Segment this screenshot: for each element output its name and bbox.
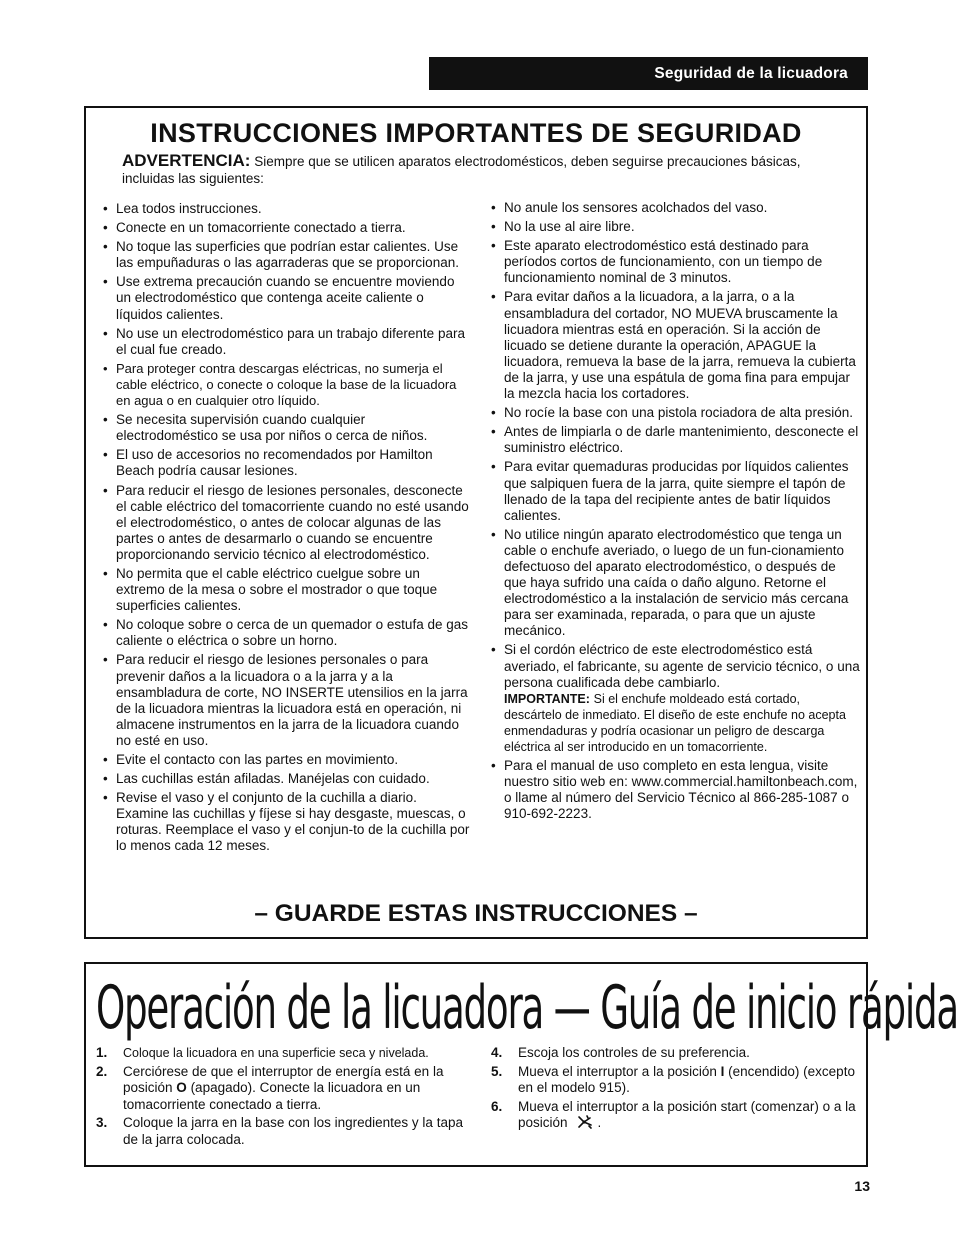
list-item: • Para el manual de uso completo en esta lengua, visite nuestro sitio web en: www.commercial.hamiltonbeach.com, o llame al número del Servicio Técnico al 866-285-1087 o 910-692-2223. <box>490 758 860 822</box>
list-item: • Evite el contacto con las partes en movimiento. <box>102 752 470 768</box>
step-text: Coloque la jarra en la base con los ingredientes y la tapa de la jarra colocada. <box>123 1115 463 1147</box>
step-number: 5. <box>491 1063 503 1079</box>
step-text: Mueva el interruptor a la posición start (comenzar) o a la posición <box>518 1098 856 1130</box>
safety-list-right <box>490 200 860 825</box>
list-item: • El uso de accesorios no recomendados por Hamilton Beach podría causar lesiones. <box>102 447 470 479</box>
warning-paragraph <box>122 152 846 187</box>
step-text: . <box>597 1115 602 1130</box>
list-item: • Las cuchillas están afiladas. Manéjelas con cuidado. <box>102 771 470 787</box>
list-item <box>490 642 860 755</box>
importante-text: Si el enchufe moldeado está cortado, descártelo de inmediato. El diseño de este enchufe no acepta enmendaduras y podría ocasionar un peligro de descarga eléctrica al ser introducido en un tomacorriente. <box>504 691 846 754</box>
importante-label: IMPORTANTE: <box>504 691 590 706</box>
step-item <box>491 1045 861 1062</box>
step-text: Cerciórese de que el interruptor de energía está en la posición <box>123 1063 444 1095</box>
list-item: • No la use al aire libre. <box>490 219 860 235</box>
step-number: 6. <box>491 1098 503 1114</box>
list-item: • No toque las superficies que podrían estar calientes. Use las empuñaduras o las agarraderas que se proporcionan. <box>102 239 470 271</box>
step-text: (apagado). Conecte la licuadora en un tomacorriente conectado a tierra. <box>123 1080 421 1112</box>
save-instructions-heading: – GUARDE ESTAS INSTRUCCIONES – <box>254 900 698 927</box>
on-symbol: I <box>720 1063 725 1079</box>
step-item <box>96 1045 476 1062</box>
off-symbol: O <box>176 1080 187 1095</box>
safety-title: INSTRUCCIONES IMPORTANTES DE SEGURIDAD <box>150 118 802 148</box>
safety-instructions-box <box>84 106 868 939</box>
list-item: • Antes de limpiarla o de darle mantenimiento, desconecte el suministro eléctrico. <box>490 424 860 456</box>
step-item <box>96 1064 476 1114</box>
pulse-blade-icon <box>576 1115 594 1129</box>
list-item: • Para evitar daños a la licuadora, a la jarra, o a la ensambladura del cortador, NO MUEVA bruscamente la licuadora mientras está en operación. Si la acción de licuado se detiene durante la operación, APAGUE la licuadora, remueva la base de la jarra, remueva la cubierta de la jarra, y use una espátula de goma fina para empujar la mezcla hacia los cortadores. <box>490 289 860 402</box>
section-title: Seguridad de la licuadora <box>654 65 848 82</box>
safety-list-left <box>102 201 470 858</box>
step-text: Coloque la licuadora en una superficie seca y nivelada. <box>123 1046 429 1060</box>
list-item: • Para evitar quemaduras producidas por líquidos calientes que salpiquen fuera de la jarra, quite siempre el tapón de llenado de la tapa del recipiente antes de batir líquidos calientes. <box>490 459 860 523</box>
list-item: • Para reducir el riesgo de lesiones personales, desconecte el cable eléctrico del tomacorriente cuando no esté usando el electrodoméstico, o antes de colocar algunas de las partes o antes de desarmarlo o cuando se encuentre proporcionando servicio técnico al electrodoméstico. <box>102 483 470 563</box>
step-text: Mueva el interruptor a la posición <box>518 1063 721 1079</box>
list-item: • No utilice ningún aparato electrodoméstico que tenga un cable o enchufe averiado, o luego de un fun-cionamiento defectuoso del aparato electrodoméstico, o después de que haya sufrido una caída o daño alguno. Retorne el electrodoméstico a la instalación de servicio más cercana para ser examinada, reparada, o para que un ajuste mecánico. <box>490 527 860 640</box>
list-item: • Revise el vaso y el conjunto de la cuchilla a diario. Examine las cuchillas y fíjese si hay desgaste, muescas, o roturas. Reemplace el vaso y el conjun-to de la cuchilla por lo menos cada 12 meses. <box>102 790 470 854</box>
step-number: 4. <box>491 1045 503 1060</box>
step-number: 2. <box>96 1063 108 1079</box>
list-item: • Se necesita supervisión cuando cualquier electrodoméstico se usa por niños o cerca de niños. <box>102 412 470 444</box>
step-item <box>491 1064 861 1097</box>
quickstart-title-text: Operación de la licuadora — Guía de inicio rápida <box>96 973 958 1043</box>
quickstart-steps-left <box>96 1045 476 1150</box>
warning-text: Siempre que se utilicen aparatos electrodomésticos, deben seguirse precauciones básicas, incluidas las siguientes: <box>122 154 801 186</box>
step-text: (encendido) (excepto en el modelo 915). <box>518 1063 855 1095</box>
step-number: 3. <box>96 1115 108 1130</box>
step-number: 1. <box>96 1045 108 1060</box>
list-item: • Para proteger contra descargas eléctricas, no sumerja el cable eléctrico, o conecte o coloque la base de la licuadora en agua o en cualquier otro líquido. <box>102 361 470 409</box>
warning-label: ADVERTENCIA: <box>122 151 251 170</box>
page-number: 13 <box>854 1178 870 1194</box>
list-item: • No rocíe la base con una pistola rociadora de alta presión. <box>490 405 860 421</box>
list-item: • Use extrema precaución cuando se encuentre moviendo un electrodoméstico que contenga aceite caliente o líquidos calientes. <box>102 274 470 322</box>
list-item: • No use un electrodoméstico para un trabajo diferente para el cual fue creado. <box>102 326 470 358</box>
list-item: • No anule los sensores acolchados del vaso. <box>490 200 860 216</box>
list-item: • Conecte en un tomacorriente conectado a tierra. <box>102 220 470 236</box>
list-item-text: Si el cordón eléctrico de este electrodoméstico está averiado, el fabricante, su agente de servicio técnico, o una persona cualificada debe cambiarlo. <box>504 642 860 690</box>
list-item: • No permita que el cable eléctrico cuelgue sobre un extremo de la mesa o sobre el mostrador o que toque superficies calientes. <box>102 566 470 614</box>
list-item: • Lea todos instrucciones. <box>102 201 470 217</box>
step-item <box>96 1115 476 1148</box>
list-item: • Para reducir el riesgo de lesiones personales o para prevenir daños a la licuadora o a la jarra y a la ensambladura de corte, NO INSERTE utensilios en la jarra de la licuadora mientras la licuadora está en operación, ni almacene instrumentos en la jarra de la licuadora cuando no esté en uso. <box>102 652 470 749</box>
list-item: • No coloque sobre o cerca de un quemador o estufa de gas caliente o eléctrica o sobre un horno. <box>102 617 470 649</box>
quickstart-title <box>96 965 958 1051</box>
step-item <box>491 1099 861 1132</box>
step-text: Escoja los controles de su preferencia. <box>518 1045 750 1060</box>
importante-note <box>504 691 860 755</box>
list-item: • Este aparato electrodoméstico está destinado para períodos cortos de funcionamiento, con un tiempo de funcionamiento nominal de 3 minutos. <box>490 238 860 286</box>
quickstart-box <box>84 962 958 1167</box>
section-header <box>429 57 868 90</box>
quickstart-steps-right <box>491 1045 861 1134</box>
